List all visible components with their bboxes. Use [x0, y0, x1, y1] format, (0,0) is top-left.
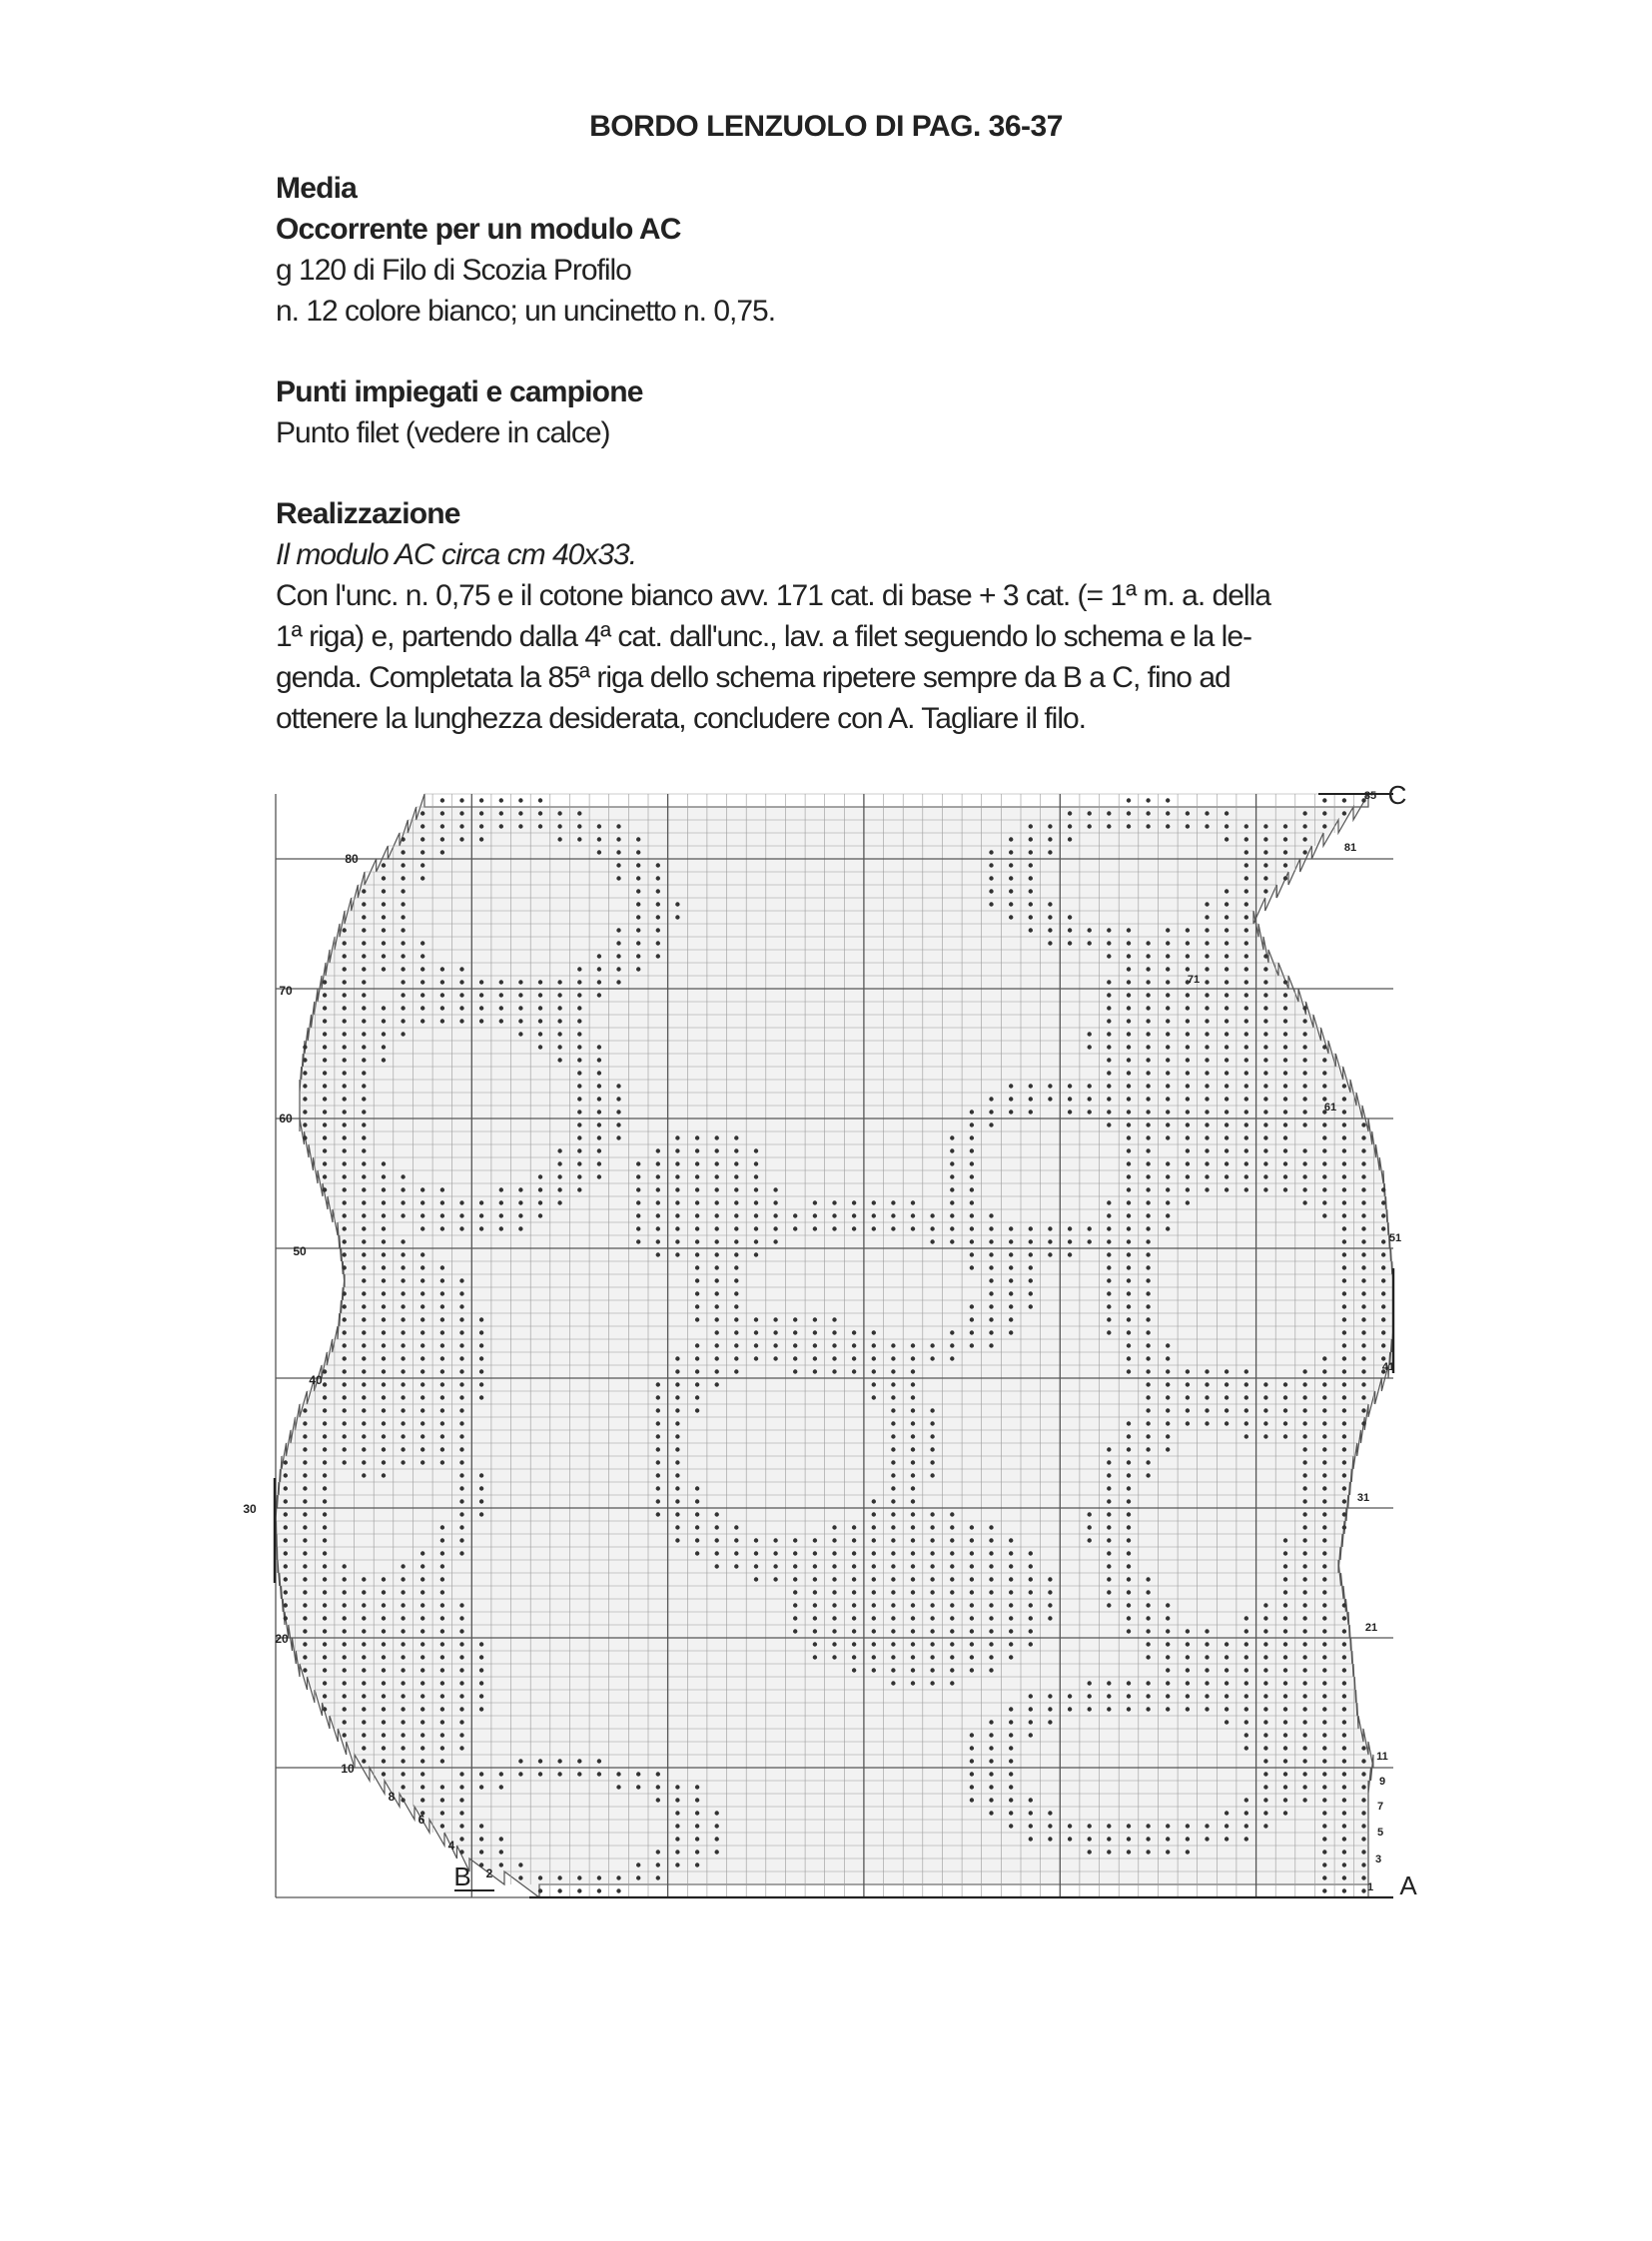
row-number-right: 21 — [1364, 1622, 1378, 1634]
row-number-right: 5 — [1376, 1827, 1384, 1839]
work-line-2: 1ª riga) e, partendo dalla 4ª cat. dall'unc., lav. a filet seguendo lo schema e la le- — [276, 620, 1251, 653]
materials-line-1: g 120 di Filo di Scozia Profilo — [276, 254, 631, 287]
row-number-right: 71 — [1187, 974, 1201, 986]
stitches-text: Punto filet (vedere in calce) — [276, 416, 610, 449]
row-number-left: 30 — [243, 1502, 257, 1516]
page-title: BORDO LENZUOLO DI PAG. 36-37 — [589, 110, 1063, 143]
row-number-left: 20 — [275, 1632, 289, 1646]
row-number-left: 2 — [485, 1867, 493, 1880]
stitches-heading: Punti impiegati e campione — [276, 375, 643, 408]
point-c-label: C — [1387, 780, 1407, 810]
row-number-right: 85 — [1363, 790, 1377, 802]
row-number-left: 50 — [293, 1244, 307, 1258]
row-number-left: 8 — [388, 1790, 396, 1804]
difficulty-label: Media — [276, 172, 358, 205]
row-number-right: 51 — [1388, 1232, 1402, 1244]
row-number-right: 11 — [1376, 1751, 1388, 1763]
row-number-left: 80 — [345, 852, 359, 866]
work-size: Il modulo AC circa cm 40x33. — [276, 538, 637, 571]
row-number-right: 1 — [1366, 1881, 1374, 1893]
work-line-3: genda. Completata la 85ª riga dello schema ripetere sempre da B a C, fino ad — [276, 661, 1231, 694]
row-number-right: 41 — [1381, 1361, 1395, 1373]
row-number-right: 3 — [1374, 1854, 1382, 1866]
row-number-left: 40 — [309, 1373, 323, 1387]
point-a-label: A — [1399, 1870, 1417, 1900]
materials-heading: Occorrente per un modulo AC — [276, 213, 681, 246]
work-line-1: Con l'unc. n. 0,75 e il cotone bianco avv. 171 cat. di base + 3 cat. (= 1ª m. a. della — [276, 579, 1270, 612]
row-number-right: 81 — [1343, 842, 1357, 854]
work-heading: Realizzazione — [276, 497, 460, 530]
row-number-left: 70 — [279, 984, 293, 998]
row-number-left: 10 — [341, 1762, 355, 1776]
materials-line-2: n. 12 colore bianco; un uncinetto n. 0,75. — [276, 295, 776, 328]
point-b-label: B — [453, 1862, 471, 1891]
row-number-right: 9 — [1378, 1776, 1386, 1788]
row-number-left: 4 — [447, 1839, 455, 1853]
row-number-right: 7 — [1376, 1801, 1384, 1813]
row-number-left: 6 — [417, 1813, 425, 1827]
row-number-right: 31 — [1356, 1492, 1370, 1504]
row-number-left: 60 — [279, 1112, 293, 1125]
row-number-right: 61 — [1323, 1102, 1337, 1114]
work-line-4: ottenere la lunghezza desiderata, concludere con A. Tagliare il filo. — [276, 702, 1087, 735]
